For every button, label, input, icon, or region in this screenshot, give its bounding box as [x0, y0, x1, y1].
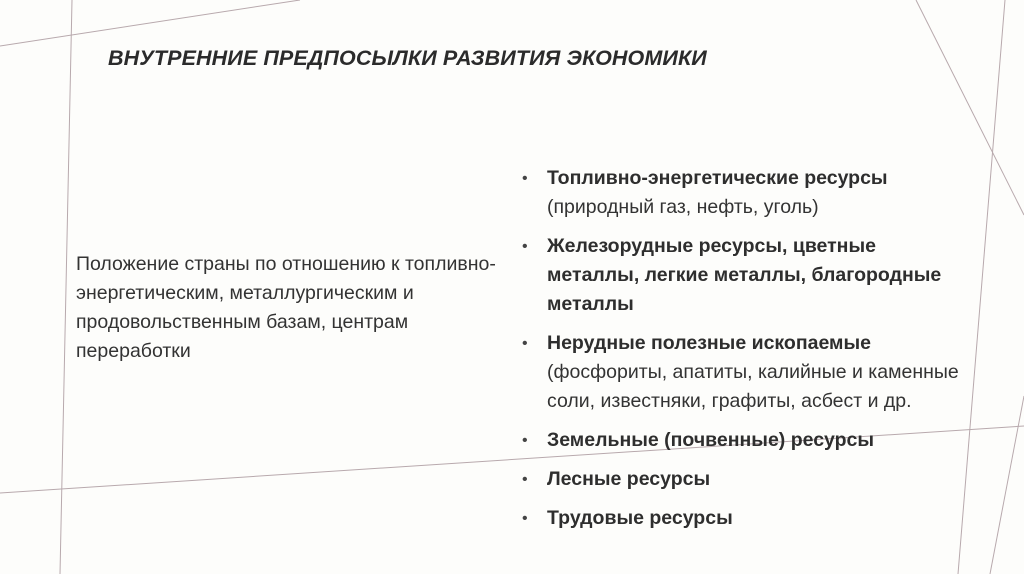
list-item-bold: Топливно-энергетические ресурсы — [547, 167, 888, 189]
list-item — [522, 329, 962, 416]
list-item — [522, 426, 962, 455]
decor-line-left-vertical — [60, 0, 72, 574]
bullet-icon: • — [522, 432, 528, 449]
bullet-icon: • — [522, 510, 528, 527]
list-item-bold: Нерудные полезные ископаемые — [547, 332, 871, 354]
list-item-rest: (фосфориты, апатиты, калийные и каменные соли, известняки, графиты, асбест и др. — [547, 361, 959, 412]
bullet-icon: • — [522, 335, 528, 352]
list-item-bold: Трудовые ресурсы — [547, 507, 733, 529]
slide-title: ВНУТРЕННИЕ ПРЕДПОСЫЛКИ РАЗВИТИЯ ЭКОНОМИКИ — [108, 46, 707, 70]
list-item-bold: Лесные ресурсы — [547, 468, 711, 490]
list-item — [522, 465, 962, 494]
list-item-rest: (природный газ, нефть, уголь) — [547, 196, 819, 218]
resources-list — [522, 164, 962, 543]
left-column-text: Положение страны по отношению к топливно-энергетическим, металлургическим и продовольственным базам, центрам переработки — [76, 253, 496, 362]
list-item — [522, 164, 962, 222]
list-item — [522, 504, 962, 533]
bullet-icon: • — [522, 238, 528, 255]
bullet-icon: • — [522, 471, 528, 488]
list-item-bold: Железорудные ресурсы, цветные металлы, легкие металлы, благородные металлы — [547, 235, 942, 315]
bullet-icon: • — [522, 170, 528, 187]
list-item-bold: Земельные (почвенные) ресурсы — [547, 429, 875, 451]
decor-line-top-left-diagonal — [0, 0, 300, 46]
decor-line-right-vertical — [958, 0, 1005, 574]
decor-line-bottom-right-diagonal — [990, 396, 1024, 574]
list-item — [522, 232, 962, 319]
